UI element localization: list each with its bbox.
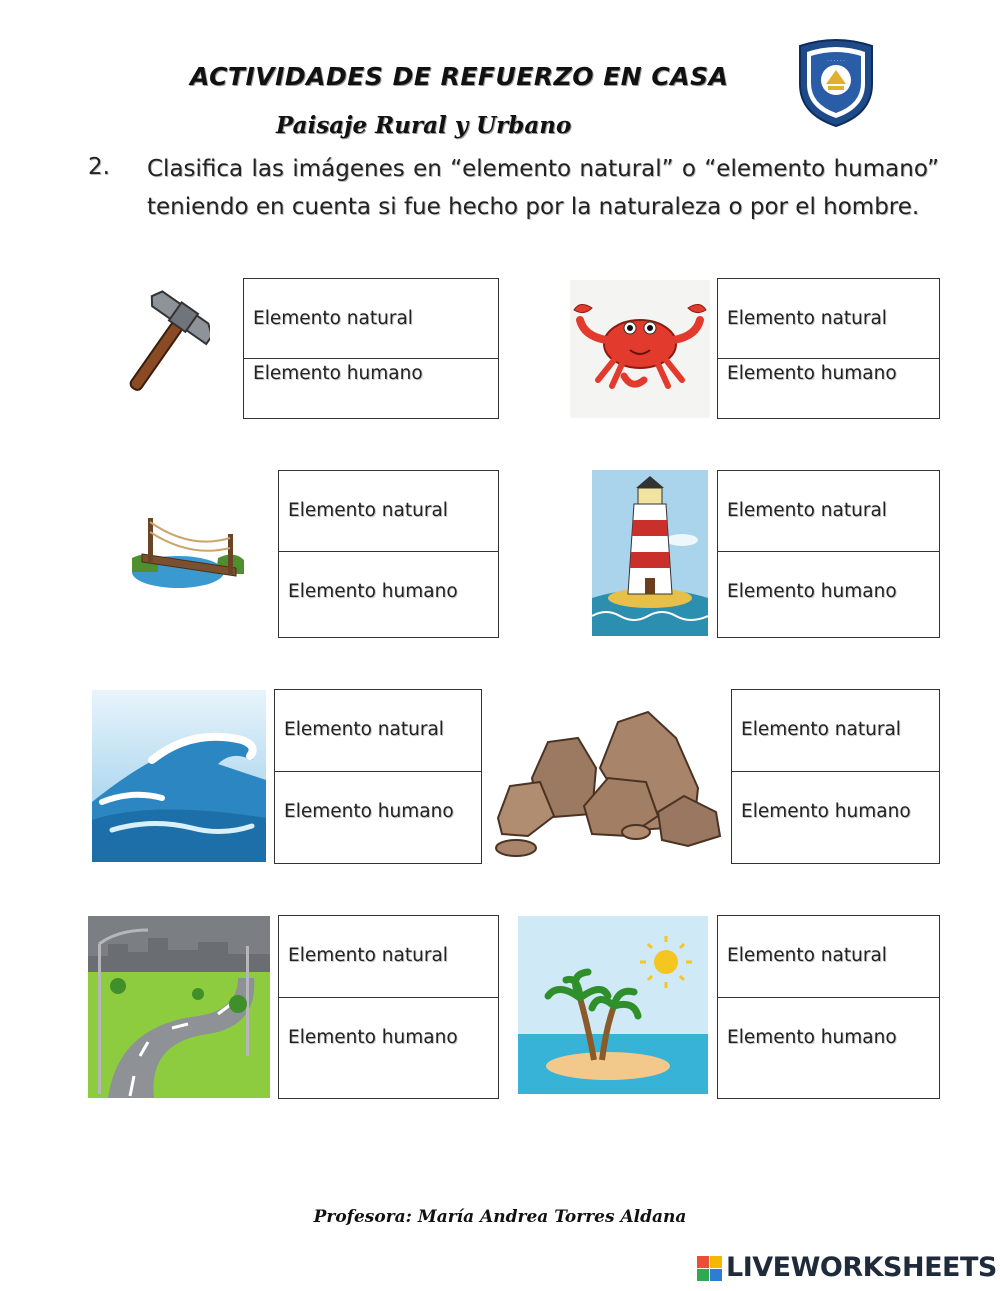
teacher-signature: Profesora: María Andrea Torres Aldana: [313, 1207, 687, 1227]
option-natural[interactable]: Elemento natural: [727, 308, 887, 329]
answer-box-4: [717, 470, 940, 638]
instruction-text: Clasifica las imágenes en “elemento natural” o “elemento humano” teniendo en cuenta si fue hecho por la naturaleza o por el hombre.: [147, 156, 939, 220]
option-natural[interactable]: Elemento natural: [253, 308, 413, 329]
answer-box-7: [278, 915, 499, 1099]
instruction-number: 2.: [88, 154, 110, 180]
option-human[interactable]: Elemento humano: [727, 1027, 897, 1048]
school-crest-icon: [792, 36, 880, 128]
wave-image: [92, 690, 266, 862]
option-human[interactable]: Elemento humano: [741, 801, 911, 822]
option-human[interactable]: Elemento humano: [288, 1027, 458, 1048]
option-natural[interactable]: Elemento natural: [727, 500, 887, 521]
crab-image: [570, 280, 710, 418]
hammer-image: [118, 290, 210, 400]
brand-name: LIVEWORKSHEETS: [726, 1252, 997, 1283]
option-natural[interactable]: Elemento natural: [284, 719, 444, 740]
lighthouse-image: [592, 470, 708, 636]
answer-box-8: [717, 915, 940, 1099]
page-title: ACTIVIDADES DE REFUERZO EN CASA: [190, 62, 729, 91]
option-natural[interactable]: Elemento natural: [741, 719, 901, 740]
svg-text:· · · · · ·: · · · · · ·: [827, 58, 845, 64]
answer-box-5: [274, 689, 482, 864]
page-subtitle: Paisaje Rural y Urbano: [276, 112, 572, 139]
option-human[interactable]: Elemento humano: [288, 581, 458, 602]
option-human[interactable]: Elemento humano: [284, 801, 454, 822]
rocks-image: [488, 708, 724, 860]
answer-box-2: [717, 278, 940, 419]
option-natural[interactable]: Elemento natural: [727, 945, 887, 966]
answer-box-6: [731, 689, 940, 864]
option-natural[interactable]: Elemento natural: [288, 945, 448, 966]
answer-box-3: [278, 470, 499, 638]
island-image: [518, 916, 708, 1094]
option-natural[interactable]: Elemento natural: [288, 500, 448, 521]
option-human[interactable]: Elemento humano: [727, 363, 897, 384]
liveworksheets-logo-icon: [697, 1256, 723, 1282]
answer-box-1: [243, 278, 499, 419]
option-human[interactable]: Elemento humano: [727, 581, 897, 602]
bridge-image: [128, 510, 248, 592]
option-human[interactable]: Elemento humano: [253, 363, 423, 384]
road-image: [88, 916, 270, 1098]
